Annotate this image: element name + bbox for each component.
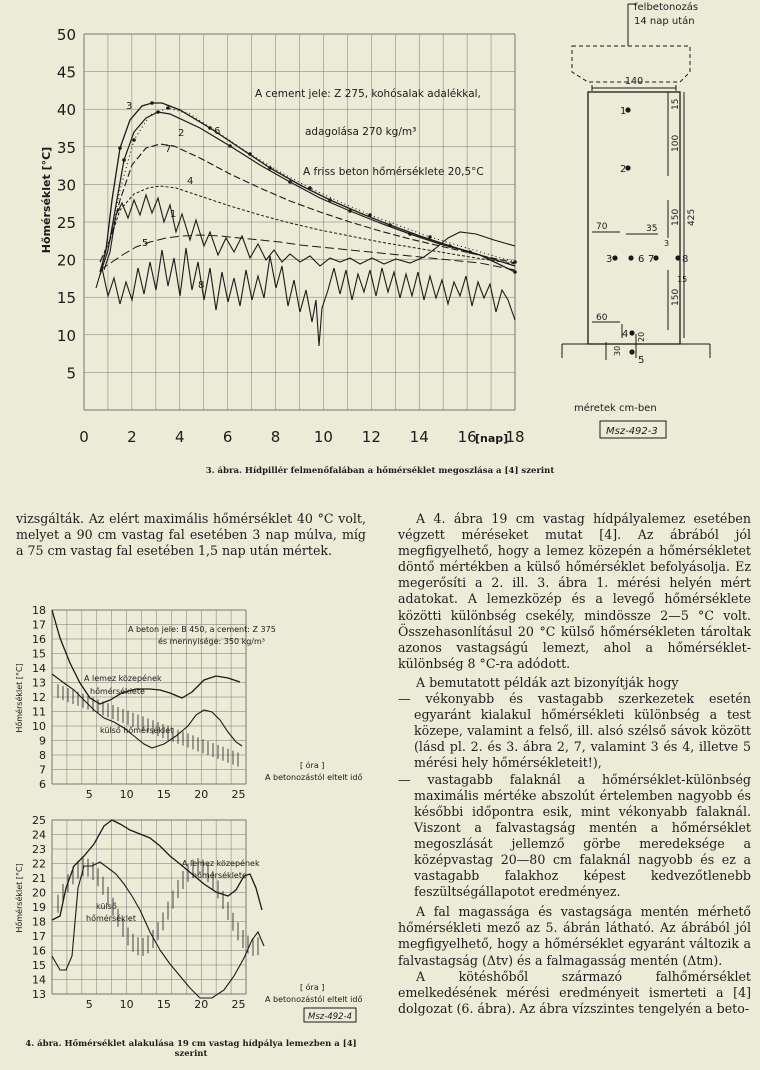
x-tick: 8 <box>270 428 281 446</box>
point-label-7: 7 <box>648 254 655 265</box>
y-tick: 24 <box>32 828 46 842</box>
curve-marker <box>208 126 212 130</box>
point-label-2: 2 <box>620 164 627 175</box>
figure-4a-annotation-2: és mennyisége: 350 kg/m³ <box>158 637 265 646</box>
curve-label-4: 4 <box>187 176 194 187</box>
y-tick: 13 <box>32 676 46 690</box>
y-tick: 20 <box>56 251 76 270</box>
curve-marker <box>166 106 170 110</box>
y-tick: 16 <box>32 944 46 958</box>
point-label-3: 3 <box>606 254 613 265</box>
figure-3-y-label: Hőmérséklet [°C] <box>40 146 53 254</box>
curve-label-2: 2 <box>178 128 185 139</box>
figure-4a-x-unit: [ óra ] <box>300 761 325 770</box>
wall-outline <box>588 92 680 344</box>
figure-4b-grid <box>52 820 246 994</box>
curve-marker <box>428 235 432 239</box>
curve-marker <box>156 110 160 114</box>
dim-140: 140 <box>625 76 644 87</box>
curve-marker <box>408 232 412 236</box>
figure-4a-y-ticks <box>32 604 46 791</box>
curve-marker <box>513 270 517 274</box>
figure-4b-x-unit: [ óra ] <box>300 983 325 992</box>
curve-label-5: 5 <box>142 238 149 249</box>
y-tick: 18 <box>32 604 46 617</box>
paragraph-fig4: A 4. ábra 19 cm vastag hídpályalemez esetében végzett méréseket mutat [4]. Az ábrából jól megfigyelhető, hogy a lemez közepén a hőmérsékletet döntő mértékben a külső hőmérséklet befolyásolja. Ez megerősíti a 2. ill. 3. ábra 1. mérési helyén mért adatokat. A lemezközép és a levegő hőmérséklete közötti különbség csekély, mindössze 2—5 °C volt. Összehasonlításul 20 °C külső hőmérsékleten tároltak azonos vastagságú lemezt, ahol a hőmérséklet-különbség 8 °C-ra adódott. <box>398 511 751 671</box>
dim-35: 35 <box>646 224 658 234</box>
left-column-text: vizsgálták. Az elért maximális hőmérséklet 40 °C volt, melyet a 90 cm vastag fal esetében 3 nap múlva, míg a 75 cm vastag fal esetében 1,5 nap után mértek. <box>16 511 366 559</box>
curve-label-8: 8 <box>198 280 205 291</box>
y-tick: 15 <box>56 289 76 308</box>
curve-marker <box>468 250 472 254</box>
y-tick: 20 <box>32 886 46 900</box>
curve-marker <box>328 198 332 202</box>
x-tick: 20 <box>194 998 209 1011</box>
figure-4-chart <box>0 598 380 1034</box>
bullet-2: — vastagabb falaknál a hőmérséklet-különbség maximális mértéke abszolút értelemben nagyobb és későbbi időpontra esik, mint vékonyabb falaknál. Viszont a falvastagság mentén a hőmérséklet megoszlását jellemző görbe meredeksége a középvastag 20—80 cm falaknál nagyobb és ez a vastagabb falakhoz képest kedvezőtlenebb feszültségállapotot eredményez. <box>398 771 751 900</box>
x-tick: 25 <box>231 998 246 1011</box>
y-tick: 21 <box>32 872 46 885</box>
curve-marker <box>132 138 136 142</box>
y-tick: 11 <box>32 705 46 719</box>
figure-4a-outer-label: külső hőmérséklet <box>100 726 174 735</box>
y-tick: 35 <box>56 138 76 157</box>
figure-3-x-ticks <box>79 428 524 446</box>
x-tick: 18 <box>505 428 525 446</box>
paragraph-intro: A bemutatott példák azt bizonyítják hogy <box>416 674 679 690</box>
curve-label-6: 6 <box>214 126 221 137</box>
dim-60: 60 <box>596 313 608 323</box>
curve-marker <box>268 166 272 170</box>
y-tick: 7 <box>39 763 46 777</box>
y-tick: 5 <box>66 364 76 383</box>
dim-150-top: 150 <box>671 208 681 226</box>
point-label-1: 1 <box>620 106 627 117</box>
figure-4b-x-label: A betonozástól eltelt idő <box>265 995 363 1004</box>
curve-marker <box>118 146 122 150</box>
y-tick: 10 <box>56 326 76 345</box>
y-tick: 19 <box>32 901 46 914</box>
figure-4b-inner-curve <box>52 820 262 920</box>
curve-1 <box>104 195 515 270</box>
curve-marker <box>368 213 372 217</box>
y-tick: 14 <box>32 662 46 675</box>
x-tick: 5 <box>85 998 93 1011</box>
curve-label-7: 7 <box>165 144 172 155</box>
y-tick: 15 <box>32 959 46 972</box>
curve-marker <box>388 223 392 227</box>
annotation-dosage: adagolása 270 kg/m³ <box>305 126 417 138</box>
bullet-1: — vékonyabb és vastagabb szerkezetek esetén egyaránt kialakul hőmérsékleti különbség a test közepe, valamint a felső, ill. alsó szélső sávok között (lásd pl. 2. és 3. ábra 2, 7, valamint 3 és 4, illetve 5 mérési hely hőmérsékleteit!), <box>398 691 751 771</box>
point-label-5: 5 <box>638 355 645 366</box>
x-tick: 2 <box>127 428 137 446</box>
curve-label-1: 1 <box>170 209 177 220</box>
dim-3: 3 <box>664 239 670 248</box>
y-tick: 25 <box>56 214 76 232</box>
figure-4-caption: 4. ábra. Hőmérséklet alakulása 19 cm vastag hídpálya lemezben a [4] szerint <box>25 1039 357 1059</box>
curve-marker <box>248 152 252 156</box>
y-tick: 30 <box>56 176 76 195</box>
figure-3-caption: 3. ábra. Hídpillér felmenőfalában a hőmérséklet megoszlása a [4] szerint <box>205 466 555 476</box>
x-tick: 6 <box>222 428 233 446</box>
y-tick: 15 <box>32 647 46 661</box>
y-tick: 45 <box>56 63 76 82</box>
x-tick: 10 <box>119 788 134 801</box>
point-label-4: 4 <box>622 329 629 340</box>
y-tick: 18 <box>32 915 46 929</box>
y-tick: 23 <box>32 843 46 856</box>
y-tick: 8 <box>39 749 46 762</box>
dim-30: 30 <box>613 345 622 356</box>
figure-4a-inner-label-1: A lemez közepének <box>84 674 162 683</box>
point-label-6: 6 <box>638 254 645 265</box>
dim-70: 70 <box>596 222 608 232</box>
curve-label-3: 3 <box>126 101 133 112</box>
figure-4b-outer-label-1: külső <box>96 902 117 911</box>
figure-4a-x-ticks <box>86 788 246 801</box>
curve-marker <box>348 209 352 213</box>
y-tick: 16 <box>32 633 46 646</box>
top-pour-note-2: 14 nap után <box>634 16 695 27</box>
x-tick: 4 <box>175 428 185 446</box>
x-tick: 10 <box>313 428 333 446</box>
x-tick: 5 <box>85 788 93 801</box>
figure-3-code: Msz-492-3 <box>606 426 658 437</box>
curve-marker <box>308 186 312 190</box>
unit-note: méretek cm-ben <box>574 403 657 414</box>
y-tick: 10 <box>32 720 46 733</box>
paragraph-fig5: A fal magassága és vastagsága mentén mérhető hőmérsékleti mező az 5. ábrán látható. Az ábrából jól megfigyelhető, hogy a hőmérséklet egyaránt változik a falvastagság (Δtv) és a falmagasság mentén (Δtm). <box>398 904 751 968</box>
figure-4b-y-ticks <box>32 814 46 1001</box>
curve-marker <box>288 180 292 184</box>
curve-7 <box>100 144 515 263</box>
x-tick: 20 <box>194 788 209 801</box>
figure-4b-inner-label-2: hőmérséklete <box>192 871 247 880</box>
y-tick: 17 <box>32 930 46 943</box>
dim-150-bottom: 150 <box>671 288 681 306</box>
x-tick: 14 <box>409 428 429 446</box>
curve-marker <box>122 158 126 162</box>
x-tick: 10 <box>119 998 134 1011</box>
y-tick: 17 <box>32 618 46 632</box>
x-tick: 0 <box>79 428 89 446</box>
figure-4a-annotation-1: A beton jele: B 450, a cement: Z 375 <box>128 625 276 634</box>
wall-cross-section <box>540 0 760 460</box>
curve-marker <box>448 244 452 248</box>
y-tick: 13 <box>32 988 46 1001</box>
dim-425: 425 <box>687 208 697 226</box>
y-tick: 9 <box>39 734 46 748</box>
figure-4a-y-label: Hőmérséklet [°C] <box>15 663 24 733</box>
y-tick: 12 <box>32 691 46 704</box>
figure-4b-x-ticks <box>86 998 246 1011</box>
curve-marker <box>150 101 154 105</box>
curve-marker <box>228 144 232 148</box>
x-tick: 25 <box>231 788 246 801</box>
x-tick: 15 <box>156 788 171 801</box>
y-tick: 50 <box>56 26 76 44</box>
annotation-cement: A cement jele: Z 275, kohósalak adalékkal, <box>255 88 481 100</box>
curve-marker <box>513 260 517 264</box>
figure-4b-y-label: Hőmérséklet [°C] <box>15 863 24 933</box>
x-tick: 15 <box>156 998 171 1011</box>
top-pour-note-1: felbetonozás <box>634 2 699 13</box>
dim-100: 100 <box>671 134 681 152</box>
y-tick: 25 <box>32 814 46 827</box>
x-tick: 12 <box>361 428 381 446</box>
figure-4a-inner-label-2: hőmérséklete <box>90 687 145 696</box>
annotation-fresh-concrete: A friss beton hőmérséklete 20,5°C <box>303 166 484 178</box>
figure-3-curves <box>96 103 515 346</box>
y-tick: 14 <box>32 973 46 987</box>
dim-20: 20 <box>637 331 646 342</box>
right-column-text <box>398 511 751 1017</box>
figure-4b-inner-label-1: A lemez közepének <box>182 859 260 868</box>
point-label-8: 8 <box>682 254 689 265</box>
dim-15-top: 15 <box>671 98 681 110</box>
figure-3-chart <box>0 0 540 460</box>
figure-3-x-unit: [nap] <box>475 432 509 445</box>
y-tick: 6 <box>39 778 46 791</box>
paragraph-fig6: A kötéshőből származó falhőmérséklet emelkedésének mérési eredményeit ismerteti a [4] dolgozat (6. ábra). Az ábra vízszintes tengelyén a beto- <box>398 968 751 1016</box>
figure-3-y-ticks <box>57 26 76 382</box>
figure-4a-outer-curve <box>52 674 242 748</box>
figure-4a-x-label: A betonozástól eltelt idő <box>265 773 363 782</box>
x-tick: 16 <box>457 428 477 446</box>
y-tick: 22 <box>32 857 46 871</box>
y-tick: 40 <box>56 101 76 120</box>
figure-4-code: Msz-492-4 <box>308 1012 352 1022</box>
figure-4b-outer-label-2: hőmérséklet <box>86 914 136 923</box>
figure-3-annotations <box>255 88 484 178</box>
dim-15-mid: 15 <box>677 275 688 284</box>
